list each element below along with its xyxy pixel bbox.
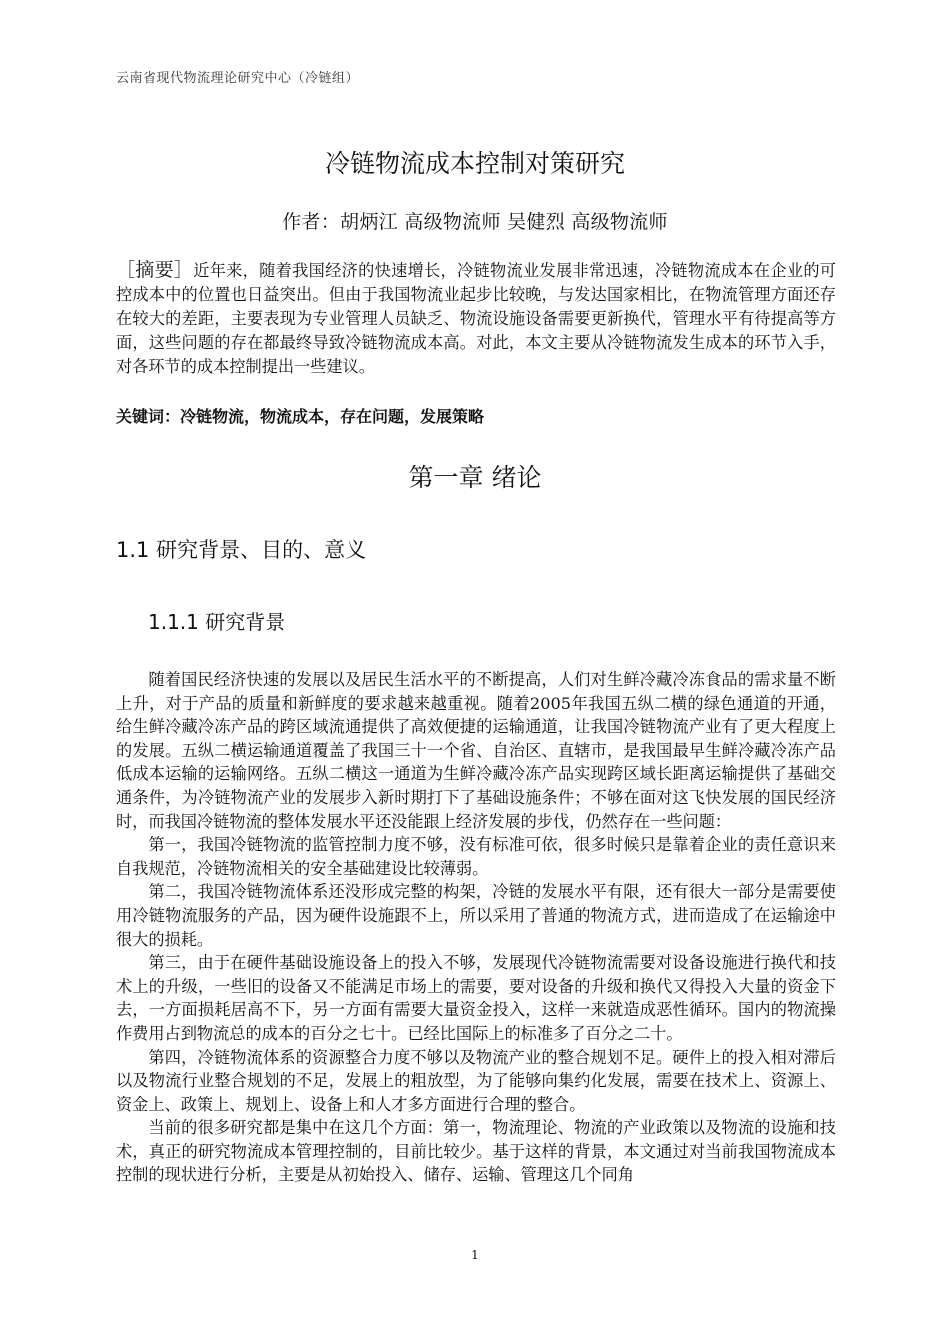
paragraph: 第一，我国冷链物流的监管控制力度不够，没有标准可依，很多时候只是靠着企业的责任意识来自我规范，冷链物流相关的安全基础建设比较薄弱。 — [116, 835, 836, 878]
paragraph: 随着国民经济快速的发展以及居民生活水平的不断提高，人们对生鲜冷藏冷冻食品的需求量不断上升，对于产品的质量和新鲜度的要求越来越重视。随着2005年我国五纵二横的绿色通道的开通，给生鲜冷藏冷冻产品的跨区域流通提供了高效便捷的运输通道，让我国冷链物流产业有了更大程度上的发展。五纵二横运输通道覆盖了我国三十一个省、自治区、直辖市，是我国最早生鲜冷藏冷冻产品低成本运输的运输网络。五纵二横这一通道为生鲜冷藏冷冻产品实现跨区域长距离运输提供了基础交通条件，为冷链物流产业的发展步入新时期打下了基础设施条件；不够在面对这飞快发展的国民经济时，而我国冷链物流的整体发展水平还没能跟上经济发展的步伐，仍然存在一些问题： — [116, 670, 836, 831]
chapter-heading: 第一章 绪论 — [408, 463, 542, 492]
body-text — [116, 668, 836, 1187]
paragraph: 第三，由于在硬件基础设施设备上的投入不够，发展现代冷链物流需要对设备设施进行换代和技术上的升级，一些旧的设备又不能满足市场上的需要，要对设备的升级和换代又得投入大量的资金下去，一方面损耗居高不下，另一方面有需要大量资金投入，这样一来就造成恶性循环。国内的物流操作费用占到物流总的成本的百分之七十。已经比国际上的标准多了百分之二十。 — [116, 953, 836, 1043]
paragraph: 当前的很多研究都是集中在这几个方面：第一，物流理论、物流的产业政策以及物流的设施和技术，真正的研究物流成本管理控制的，目前比较少。基于这样的背景，本文通过对当前我国物流成本控制的现状进行分析，主要是从初始投入、储存、运输、管理这几个同角 — [116, 1118, 836, 1185]
page-number: 1 — [471, 1248, 479, 1262]
authors-line: 作者：胡炳江 高级物流师 吴健烈 高级物流师 — [282, 211, 668, 233]
keywords: 关键词：冷链物流，物流成本，存在问题，发展策略 — [116, 407, 485, 426]
abstract-label: ［摘要］ — [116, 259, 194, 281]
paragraph: 第二，我国冷链物流体系还没形成完整的构架，冷链的发展水平有限，还有很大一部分是需要使用冷链物流服务的产品，因为硬件设施跟不上，所以采用了普通的物流方式，进而造成了在运输途中很大的损耗。 — [116, 882, 836, 949]
paragraph: 第四，冷链物流体系的资源整合力度不够以及物流产业的整合规划不足。硬件上的投入相对滞后以及物流行业整合规划的不足，发展上的粗放型，为了能够向集约化发展，需要在技术上、资源上、资金上、政策上、规划上、设备上和人才多方面进行合理的整合。 — [116, 1047, 836, 1114]
running-header: 云南省现代物流理论研究中心（冷链组） — [116, 71, 360, 86]
section-heading: 1.1 研究背景、目的、意义 — [116, 538, 367, 562]
subsection-heading: 1.1.1 研究背景 — [148, 610, 286, 634]
abstract — [116, 258, 836, 379]
abstract-text: 近年来，随着我国经济的快速增长，冷链物流业发展非常迅速，冷链物流成本在企业的可控成本中的位置也日益突出。但由于我国物流业起步比较晚，与发达国家相比，在物流管理方面还存在较大的差距，主要表现为专业管理人员缺乏、物流设施设备需要更新换代，管理水平有待提高等方面，这些问题的存在都最终导致冷链物流成本高。对此，本文主要从冷链物流发生成本的环节入手，对各环节的成本控制提出一些建议。 — [116, 261, 836, 376]
paper-title: 冷链物流成本控制对策研究 — [324, 149, 625, 178]
